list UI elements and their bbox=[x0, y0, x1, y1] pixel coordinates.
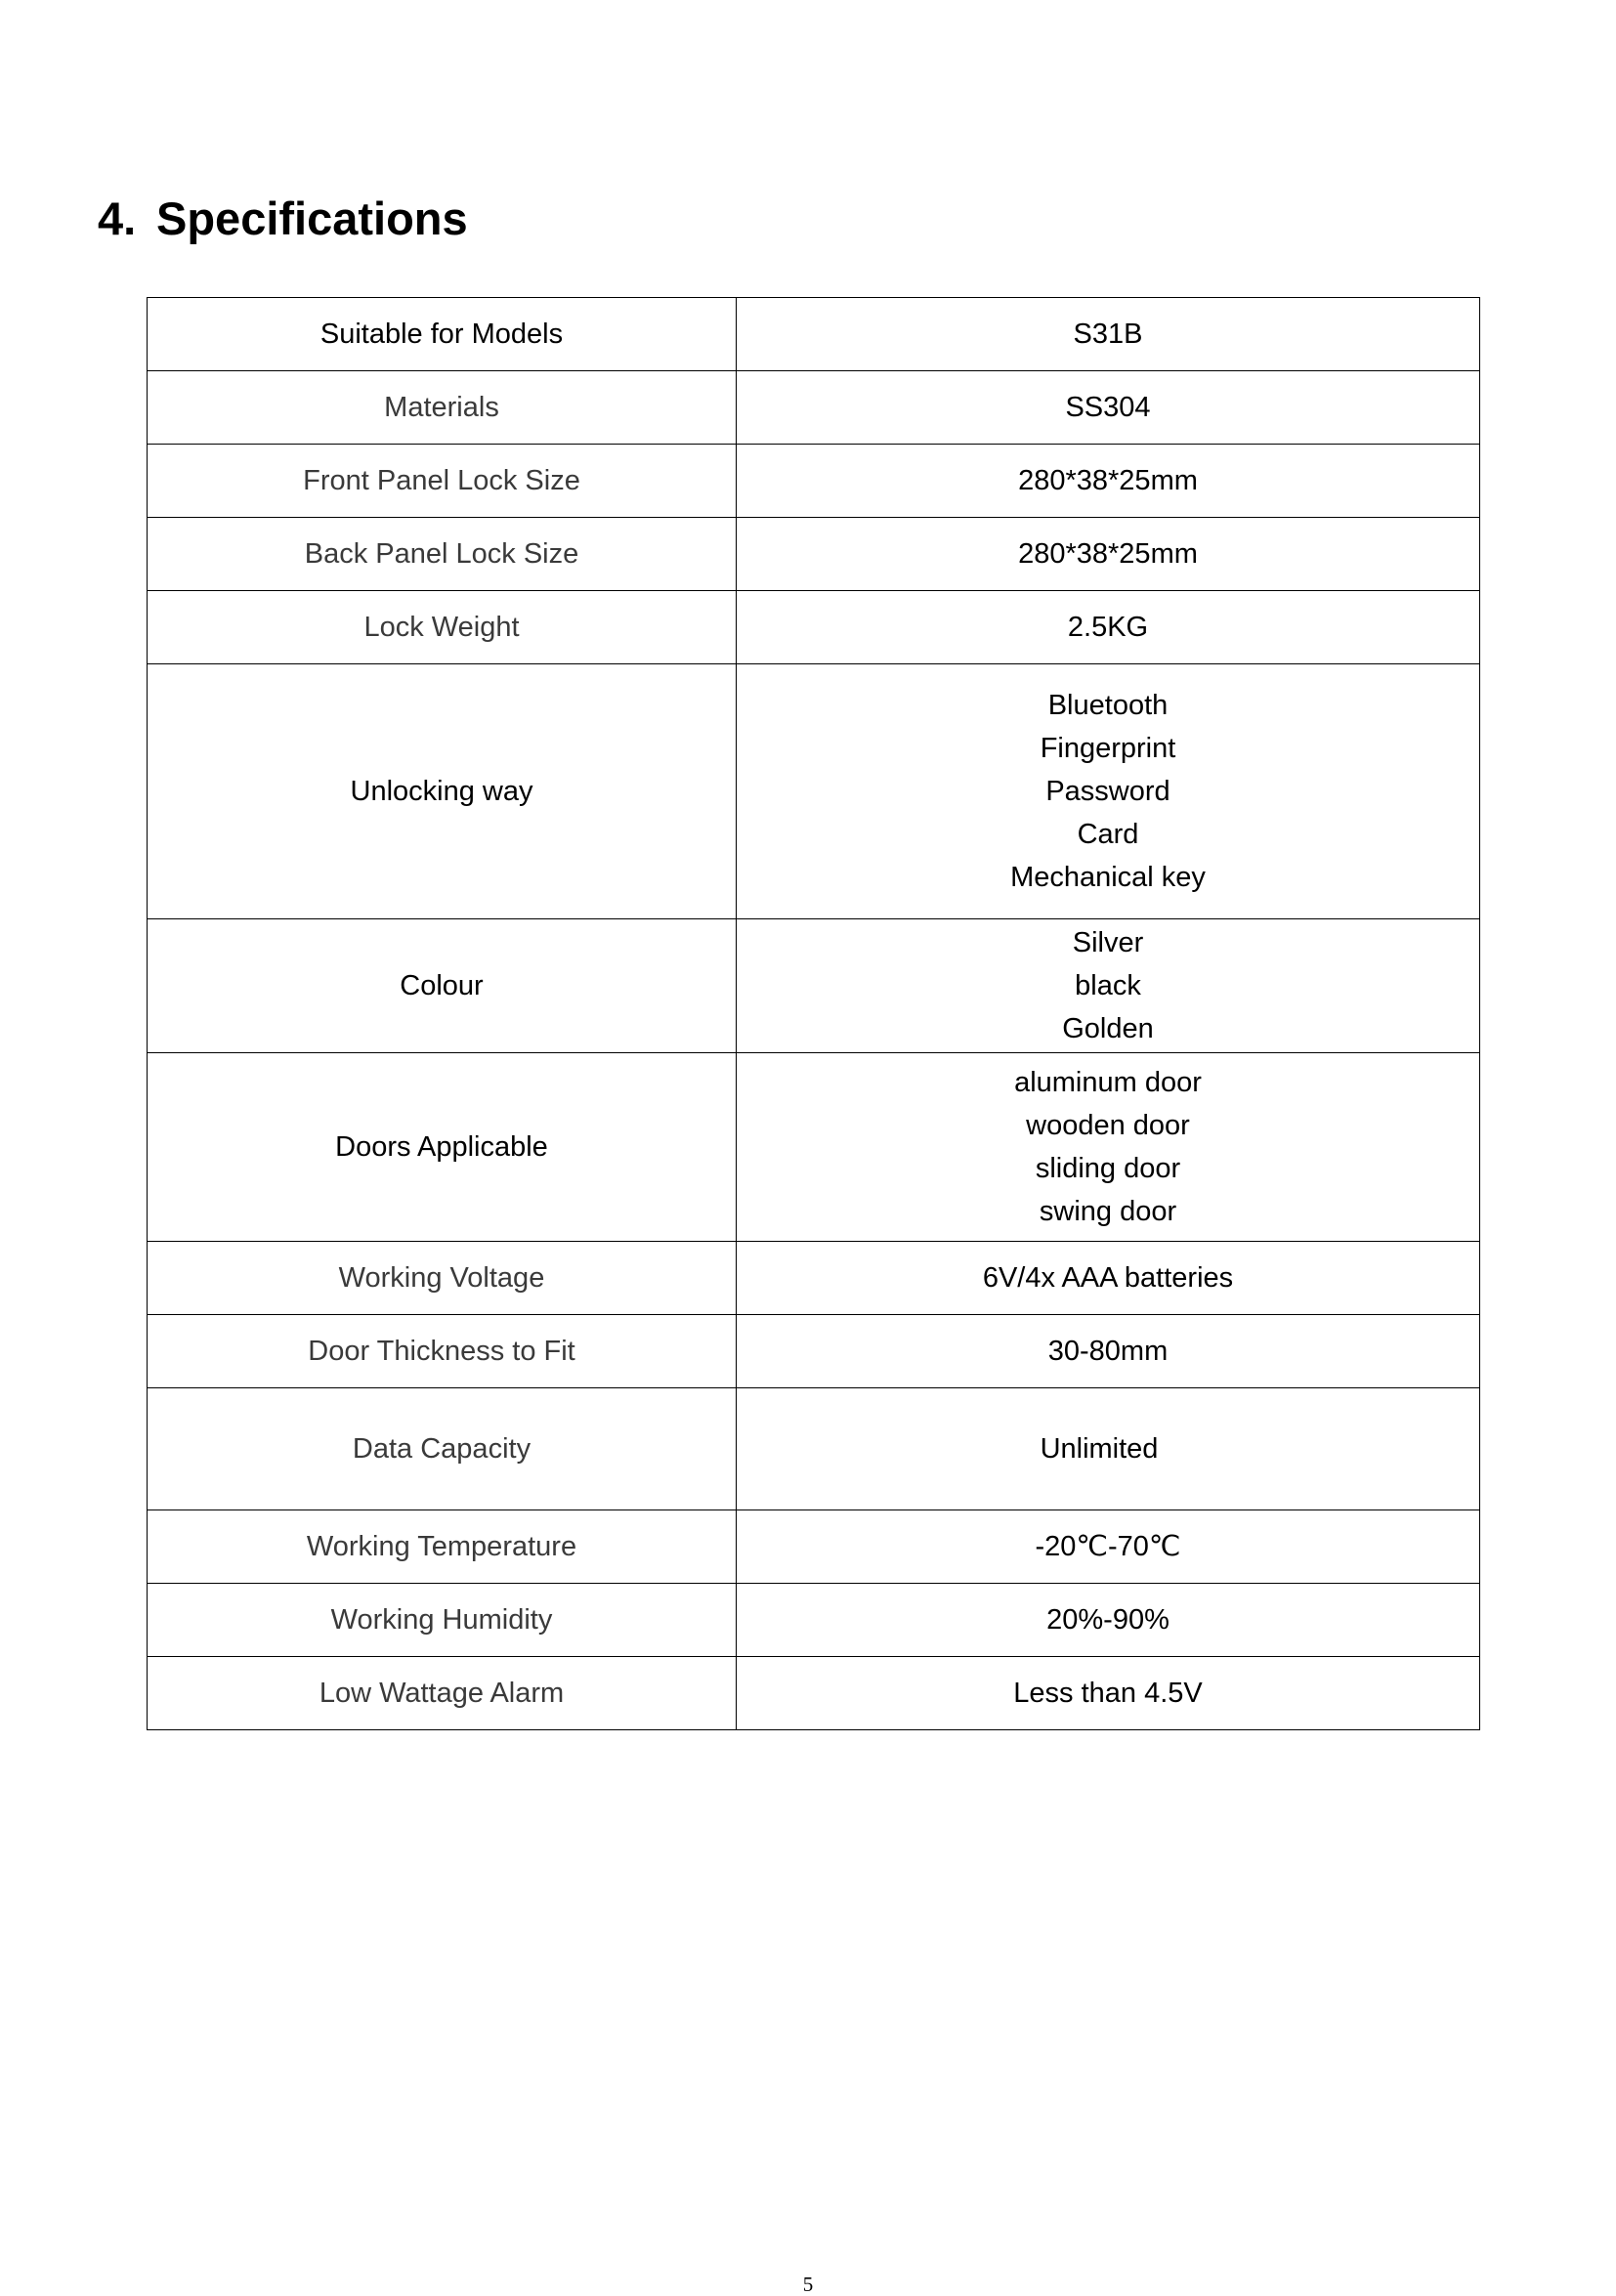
spec-value-data-capacity bbox=[737, 1388, 1480, 1510]
table-row bbox=[148, 591, 1480, 664]
spec-label-working-voltage: Working Voltage bbox=[148, 1242, 737, 1315]
spec-label-doors-applicable: Doors Applicable bbox=[148, 1053, 737, 1242]
table-row bbox=[148, 1315, 1480, 1388]
table-row bbox=[148, 518, 1480, 591]
table-row bbox=[148, 664, 1480, 919]
spec-value-line: 280*38*25mm bbox=[1018, 465, 1198, 496]
spec-value-line: 20%-90% bbox=[1046, 1604, 1169, 1636]
spec-label-back-panel-size: Back Panel Lock Size bbox=[148, 518, 737, 591]
spec-value-line: 280*38*25mm bbox=[1018, 538, 1198, 570]
spec-value-low-wattage-alarm bbox=[737, 1657, 1480, 1730]
spec-value-unlocking-way bbox=[737, 664, 1480, 919]
table-row bbox=[148, 1510, 1480, 1584]
spec-value-line: 30-80mm bbox=[1047, 1336, 1169, 1367]
spec-value-back-panel-size bbox=[737, 518, 1480, 591]
spec-value-materials bbox=[737, 371, 1480, 445]
spec-value-doors-applicable bbox=[737, 1053, 1480, 1242]
spec-value-line: Card bbox=[1077, 819, 1139, 850]
spec-label-models: Suitable for Models bbox=[148, 298, 737, 371]
spec-value-line: Bluetooth bbox=[1047, 690, 1169, 721]
spec-value-line: Golden bbox=[1062, 1013, 1154, 1044]
spec-label-unlocking-way: Unlocking way bbox=[148, 664, 737, 919]
spec-label-front-panel-size: Front Panel Lock Size bbox=[148, 445, 737, 518]
spec-value-line: 2.5KG bbox=[1067, 612, 1149, 643]
spec-value-line: Mechanical key bbox=[1010, 862, 1206, 893]
table-row bbox=[148, 1657, 1480, 1730]
table-row bbox=[148, 1388, 1480, 1510]
spec-value-working-voltage bbox=[737, 1242, 1480, 1315]
spec-label-working-temperature: Working Temperature bbox=[148, 1510, 737, 1584]
specifications-table bbox=[147, 297, 1480, 1730]
spec-label-colour: Colour bbox=[148, 919, 737, 1053]
spec-value-line: Password bbox=[1045, 776, 1170, 807]
table-row bbox=[148, 919, 1480, 1053]
spec-value-colour bbox=[737, 919, 1480, 1053]
spec-label-lock-weight: Lock Weight bbox=[148, 591, 737, 664]
table-row bbox=[148, 445, 1480, 518]
spec-label-low-wattage-alarm: Low Wattage Alarm bbox=[148, 1657, 737, 1730]
spec-label-door-thickness: Door Thickness to Fit bbox=[148, 1315, 737, 1388]
spec-value-line: 6V/4x AAA batteries bbox=[982, 1262, 1234, 1294]
spec-value-models bbox=[737, 298, 1480, 371]
spec-value-working-humidity bbox=[737, 1584, 1480, 1657]
spec-value-line: Silver bbox=[1072, 927, 1144, 958]
spec-value-line: swing door bbox=[1039, 1196, 1177, 1227]
spec-value-door-thickness bbox=[737, 1315, 1480, 1388]
spec-value-line: SS304 bbox=[1065, 392, 1151, 423]
spec-value-line: Less than 4.5V bbox=[1013, 1678, 1203, 1709]
spec-value-working-temperature bbox=[737, 1510, 1480, 1584]
spec-value-line: -20℃-70℃ bbox=[1035, 1531, 1181, 1562]
spec-value-line: Fingerprint bbox=[1040, 733, 1176, 764]
table-row bbox=[148, 1053, 1480, 1242]
spec-value-line: sliding door bbox=[1035, 1153, 1181, 1184]
spec-value-front-panel-size bbox=[737, 445, 1480, 518]
table-row bbox=[148, 298, 1480, 371]
spec-label-data-capacity: Data Capacity bbox=[148, 1388, 737, 1510]
table-row bbox=[148, 1242, 1480, 1315]
spec-label-working-humidity: Working Humidity bbox=[148, 1584, 737, 1657]
spec-value-line: Unlimited bbox=[1040, 1433, 1159, 1465]
table-row bbox=[148, 371, 1480, 445]
spec-value-lock-weight bbox=[737, 591, 1480, 664]
section-title: Specifications bbox=[156, 192, 468, 244]
spec-value-line: S31B bbox=[1073, 319, 1143, 350]
spec-value-line: black bbox=[1075, 970, 1141, 1001]
table-row bbox=[148, 1584, 1480, 1657]
spec-value-line: wooden door bbox=[1026, 1110, 1190, 1141]
spec-value-line: aluminum door bbox=[1014, 1067, 1202, 1098]
page-number: 5 bbox=[802, 2273, 814, 2296]
spec-label-materials: Materials bbox=[148, 371, 737, 445]
section-number: 4. bbox=[98, 192, 137, 244]
section-heading bbox=[98, 191, 468, 246]
